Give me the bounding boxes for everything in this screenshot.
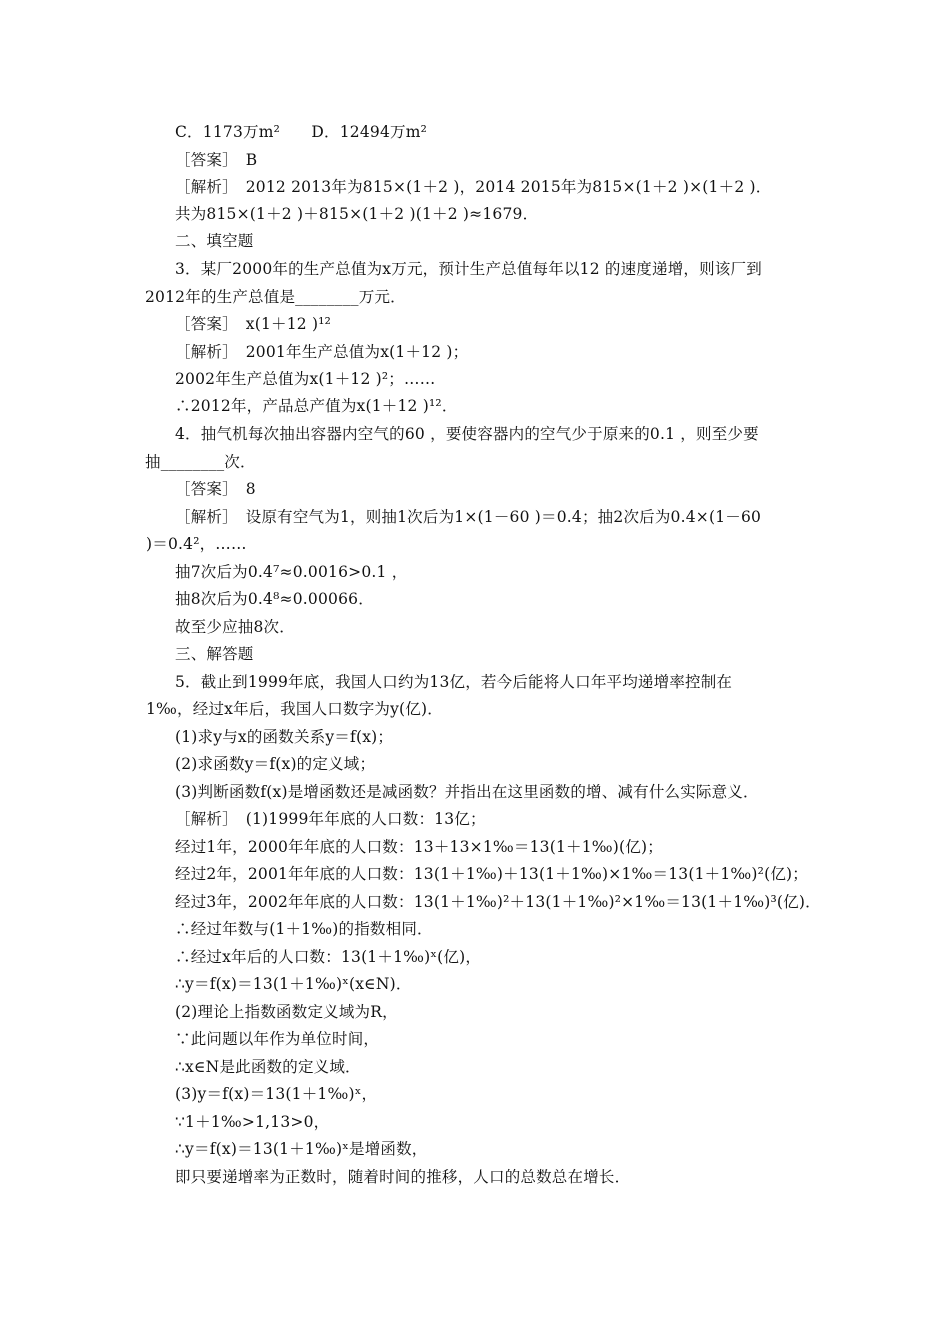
analysis-2: ［解析］ 2012 2013年为815×(1＋2 )，2014 2015年为815×(1＋2 )×(1＋2 )． [175, 178, 772, 196]
analysis-5-line5: ∴经过年数与(1＋1‰)的指数相同． [175, 920, 433, 938]
analysis-4-cont: )＝0.4²，…… [146, 535, 247, 553]
question-3: 3．某厂2000年的生产总值为x万元，预计生产总值每年以12 的速度递增，则该厂到 [175, 260, 762, 278]
answer-2: ［答案］ B [175, 151, 258, 169]
analysis-3: ［解析］ 2001年生产总值为x(1＋12 )； [175, 343, 469, 361]
question-5: 5．截止到1999年底，我国人口约为13亿，若今后能将人口年平均递增率控制在 [175, 673, 733, 691]
question-3-cont: 2012年的生产总值是________万元． [145, 288, 406, 306]
analysis-4-line4: 抽8次后为0.4⁸≈0.00066． [175, 590, 374, 608]
question-5-part1: (1)求y与x的函数关系y＝f(x)； [175, 728, 394, 746]
analysis-5-line3: 经过2年，2001年年底的人口数：13(1＋1‰)＋13(1＋1‰)×1‰＝13(1＋1‰)²(亿)； [175, 865, 808, 883]
section-fill-blank: 二、填空题 [175, 232, 254, 250]
answer-3: ［答案］ x(1＋12 )¹² [175, 315, 332, 333]
analysis-5-line2: 经过1年，2000年年底的人口数：13＋13×1‰＝13(1＋1‰)(亿)； [175, 838, 663, 856]
answer-4: ［答案］ 8 [175, 480, 256, 498]
analysis-5-line13: ∴y＝f(x)＝13(1＋1‰)ˣ是增函数， [175, 1140, 428, 1158]
analysis-5-line7: ∴y＝f(x)＝13(1＋1‰)ˣ(x∈N)． [175, 975, 412, 993]
option-cd: C．1173万m² D．12494万m² [175, 123, 428, 141]
question-5-part2: (2)求函数y＝f(x)的定义域； [175, 755, 376, 773]
analysis-5-line12: ∵1＋1‰>1,13>0， [175, 1113, 330, 1131]
question-4-cont: 抽________次． [145, 453, 256, 471]
analysis-4: ［解析］ 设原有空气为1，则抽1次后为1×(1－60 )＝0.4；抽2次后为0.4×(1－60 [175, 508, 762, 526]
analysis-2-cont: 共为815×(1＋2 )＋815×(1＋2 )(1＋2 )≈1679． [175, 205, 539, 223]
analysis-5-line8: (2)理论上指数函数定义域为R， [175, 1003, 398, 1021]
analysis-5-line14: 即只要递增率为正数时，随着时间的推移，人口的总数总在增长． [175, 1168, 631, 1186]
section-solve: 三、解答题 [175, 645, 254, 663]
analysis-5-line10: ∴x∈N是此函数的定义域． [175, 1058, 361, 1076]
analysis-5-line9: ∵此问题以年作为单位时间， [175, 1030, 380, 1048]
analysis-5-line6: ∴经过x年后的人口数：13(1＋1‰)ˣ(亿)， [175, 948, 482, 966]
analysis-3-line2: 2002年生产总值为x(1＋12 )²；…… [175, 370, 436, 388]
question-5-part3: (3)判断函数f(x)是增函数还是减函数？并指出在这里函数的增、减有什么实际意义． [175, 783, 759, 801]
analysis-4-line3: 抽7次后为0.4⁷≈0.0016>0.1 ， [175, 563, 408, 581]
analysis-5-line11: (3)y＝f(x)＝13(1＋1‰)ˣ， [175, 1085, 378, 1103]
analysis-4-line5: 故至少应抽8次． [175, 618, 295, 636]
analysis-5-line4: 经过3年，2002年年底的人口数：13(1＋1‰)²＋13(1＋1‰)²×1‰＝13(1＋1‰)³(亿)． [175, 893, 821, 911]
question-4: 4．抽气机每次抽出容器内空气的60 ，要使容器内的空气少于原来的0.1 ，则至少要 [175, 425, 759, 443]
question-5-cont: 1‰，经过x年后，我国人口数字为y(亿)． [146, 700, 443, 718]
analysis-3-line3: ∴2012年，产品总产值为x(1＋12 )¹²． [175, 397, 458, 415]
analysis-5: ［解析］ (1)1999年年底的人口数：13亿； [175, 810, 486, 828]
